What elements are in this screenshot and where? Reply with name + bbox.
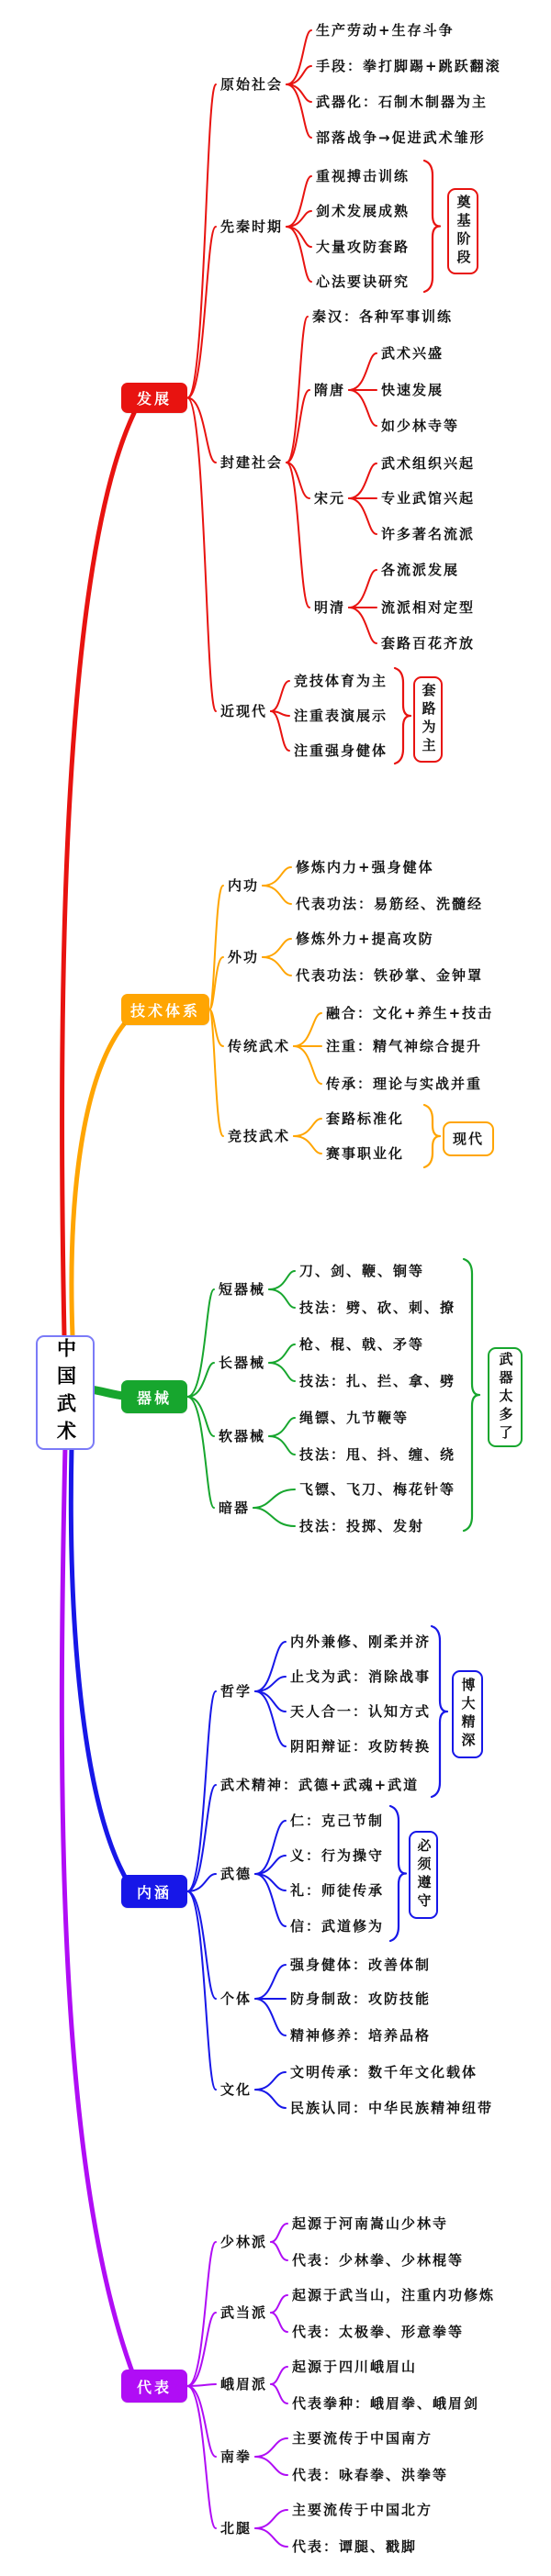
detail-node[interactable]: 文明传承：数千年文化载体: [290, 2064, 478, 2080]
detail-node[interactable]: 套路标准化: [326, 1110, 405, 1127]
root-topic[interactable]: [36, 1335, 95, 1450]
detail-node[interactable]: 技法：投掷、发射: [299, 1518, 425, 1534]
branch-box-connotation[interactable]: 内涵: [121, 1875, 187, 1908]
branch-box-schools[interactable]: 代表: [121, 2370, 187, 2403]
detail-node[interactable]: 主要流传于中国北方: [292, 2502, 433, 2518]
topic-node[interactable]: 武德: [220, 1866, 253, 1882]
branch-box-technique-system[interactable]: 技术体系: [121, 994, 209, 1025]
brace-decoration: [424, 161, 440, 292]
branch-box-development[interactable]: 发展: [121, 383, 187, 413]
callout-label: 奠基阶段: [455, 195, 472, 268]
detail-node[interactable]: 技法：扎、拦、拿、劈: [299, 1373, 456, 1389]
topic-node[interactable]: 长器械: [219, 1355, 266, 1371]
detail-node[interactable]: 如少林寺等: [381, 418, 460, 434]
callout-label: 武器太多了: [497, 1351, 514, 1444]
detail-node[interactable]: 信：武道修为: [290, 1918, 385, 1935]
detail-node[interactable]: 心法要诀研究: [316, 273, 410, 290]
topic-node[interactable]: 短器械: [219, 1281, 266, 1298]
detail-node[interactable]: 注重强身健体: [294, 742, 388, 759]
detail-node[interactable]: 武器化：石制木制器为主: [316, 94, 489, 110]
topic-node[interactable]: 封建社会: [220, 454, 284, 471]
detail-node[interactable]: 注重表演展示: [294, 708, 388, 724]
callout-label: 必须遵守: [415, 1838, 433, 1912]
detail-node[interactable]: 武术组织兴起: [381, 455, 476, 472]
detail-node[interactable]: 内外兼修、刚柔并济: [290, 1634, 432, 1650]
detail-node[interactable]: 止戈为武：消除战事: [290, 1668, 432, 1685]
topic-node[interactable]: 明清: [314, 599, 346, 616]
detail-node[interactable]: 流派相对定型: [381, 599, 476, 616]
brace-decoration: [432, 1626, 447, 1797]
detail-node[interactable]: 大量攻防套路: [316, 239, 410, 255]
topic-node[interactable]: 隋唐: [314, 382, 346, 398]
topic-node[interactable]: 竞技武术: [228, 1128, 291, 1144]
detail-node[interactable]: 武术精神：武德+武魂+武道: [220, 1777, 420, 1793]
detail-node[interactable]: 生产劳动+生存斗争: [316, 22, 455, 39]
detail-node[interactable]: 部落战争→促进武术雏形: [316, 129, 486, 146]
detail-node[interactable]: 代表功法：易筋经、洗髓经: [296, 896, 484, 912]
detail-node[interactable]: 代表：少林拳、少林棍等: [292, 2252, 465, 2269]
detail-node[interactable]: 重视搏击训练: [316, 168, 410, 184]
topic-node[interactable]: 外功: [228, 949, 260, 965]
detail-node[interactable]: 飞镖、飞刀、梅花针等: [299, 1481, 456, 1498]
callout-badge[interactable]: [447, 188, 478, 274]
brace-decoration: [464, 1259, 479, 1531]
detail-node[interactable]: 融合：文化+养生+技击: [326, 1005, 494, 1021]
topic-node[interactable]: 个体: [220, 1991, 253, 2007]
detail-node[interactable]: 刀、剑、鞭、锏等: [299, 1263, 425, 1279]
brace-decoration: [424, 1105, 440, 1167]
detail-node[interactable]: 主要流传于中国南方: [292, 2430, 433, 2447]
root-topic-label: 中国武术: [54, 1337, 77, 1448]
detail-node[interactable]: 枪、棍、戟、矛等: [299, 1336, 425, 1353]
callout-badge[interactable]: [452, 1670, 483, 1758]
brace-decoration: [390, 1806, 406, 1941]
detail-node[interactable]: 技法：甩、抖、缠、绕: [299, 1446, 456, 1463]
detail-node[interactable]: 快速发展: [381, 382, 444, 398]
brace-decoration: [395, 668, 410, 764]
detail-node[interactable]: 礼：师徒传承: [290, 1882, 385, 1899]
detail-node[interactable]: 民族认同：中华民族精神纽带: [290, 2100, 494, 2116]
detail-node[interactable]: 代表：咏春拳、洪拳等: [292, 2467, 449, 2483]
detail-node[interactable]: 修炼内力+强身健体: [296, 859, 434, 875]
detail-node[interactable]: 代表功法：铁砂掌、金钟罩: [296, 967, 484, 984]
detail-node[interactable]: 许多著名流派: [381, 526, 476, 542]
callout-label: 博大精深: [459, 1678, 477, 1751]
detail-node[interactable]: 手段：拳打脚踢+跳跃翻滚: [316, 58, 501, 74]
detail-node[interactable]: 套路百花齐放: [381, 635, 476, 652]
detail-node[interactable]: 竞技体育为主: [294, 673, 388, 689]
detail-node[interactable]: 起源于河南嵩山少林寺: [292, 2215, 449, 2232]
topic-node[interactable]: 内功: [228, 877, 260, 894]
callout-badge[interactable]: [443, 1121, 494, 1156]
topic-node[interactable]: 近现代: [220, 703, 268, 719]
detail-node[interactable]: 代表：太极拳、形意拳等: [292, 2324, 465, 2340]
detail-node[interactable]: 起源于武当山，注重内功修炼: [292, 2287, 496, 2303]
detail-node[interactable]: 赛事职业化: [326, 1145, 405, 1162]
callout-badge[interactable]: [488, 1347, 523, 1447]
topic-node[interactable]: 武当派: [220, 2304, 268, 2321]
detail-node[interactable]: 技法：劈、砍、刺、撩: [299, 1299, 456, 1316]
detail-node[interactable]: 防身制敌：攻防技能: [290, 1991, 432, 2007]
topic-node[interactable]: 北腿: [220, 2520, 253, 2537]
detail-node[interactable]: 强身健体：改善体制: [290, 1957, 432, 1973]
callout-badge[interactable]: [409, 1831, 438, 1919]
detail-node[interactable]: 修炼外力+提高攻防: [296, 931, 434, 947]
topic-node[interactable]: 宋元: [314, 490, 346, 507]
callout-label: 套路为主: [420, 683, 437, 756]
topic-node[interactable]: 原始社会: [220, 76, 284, 93]
detail-node[interactable]: 传承：理论与实战并重: [326, 1076, 483, 1092]
topic-node[interactable]: 暗器: [219, 1500, 251, 1516]
topic-node[interactable]: 传统武术: [228, 1038, 291, 1054]
detail-node[interactable]: 起源于四川峨眉山: [292, 2359, 418, 2375]
callout-label: 现代: [452, 1130, 484, 1147]
detail-node[interactable]: 代表：谭腿、戳脚: [292, 2538, 418, 2555]
detail-node[interactable]: 天人合一：认知方式: [290, 1703, 432, 1720]
detail-node[interactable]: 阴阳辩证：攻防转换: [290, 1738, 432, 1755]
topic-node[interactable]: 哲学: [220, 1683, 253, 1700]
callout-badge[interactable]: [413, 676, 443, 763]
topic-node[interactable]: 少林派: [220, 2234, 268, 2250]
detail-node[interactable]: 义：行为操守: [290, 1847, 385, 1864]
topic-node[interactable]: 先秦时期: [220, 218, 284, 235]
detail-node[interactable]: 剑术发展成熟: [316, 203, 410, 219]
topic-node[interactable]: 文化: [220, 2081, 253, 2098]
branch-box-weapons[interactable]: 器械: [121, 1380, 187, 1413]
topic-node[interactable]: 南拳: [220, 2448, 253, 2465]
detail-node[interactable]: 秦汉：各种军事训练: [312, 308, 454, 325]
detail-node[interactable]: 注重：精气神综合提升: [326, 1038, 483, 1054]
detail-node[interactable]: 专业武馆兴起: [381, 490, 476, 507]
detail-node[interactable]: 精神修养：培养品格: [290, 2027, 432, 2044]
detail-node[interactable]: 武术兴盛: [381, 345, 444, 362]
topic-node[interactable]: 峨眉派: [220, 2376, 268, 2392]
detail-node[interactable]: 各流派发展: [381, 562, 460, 578]
detail-node[interactable]: 代表拳种：峨眉拳、峨眉剑: [292, 2395, 480, 2412]
detail-node[interactable]: 绳镖、九节鞭等: [299, 1410, 410, 1426]
topic-node[interactable]: 软器械: [219, 1428, 266, 1444]
detail-node[interactable]: 仁：克己节制: [290, 1812, 385, 1829]
